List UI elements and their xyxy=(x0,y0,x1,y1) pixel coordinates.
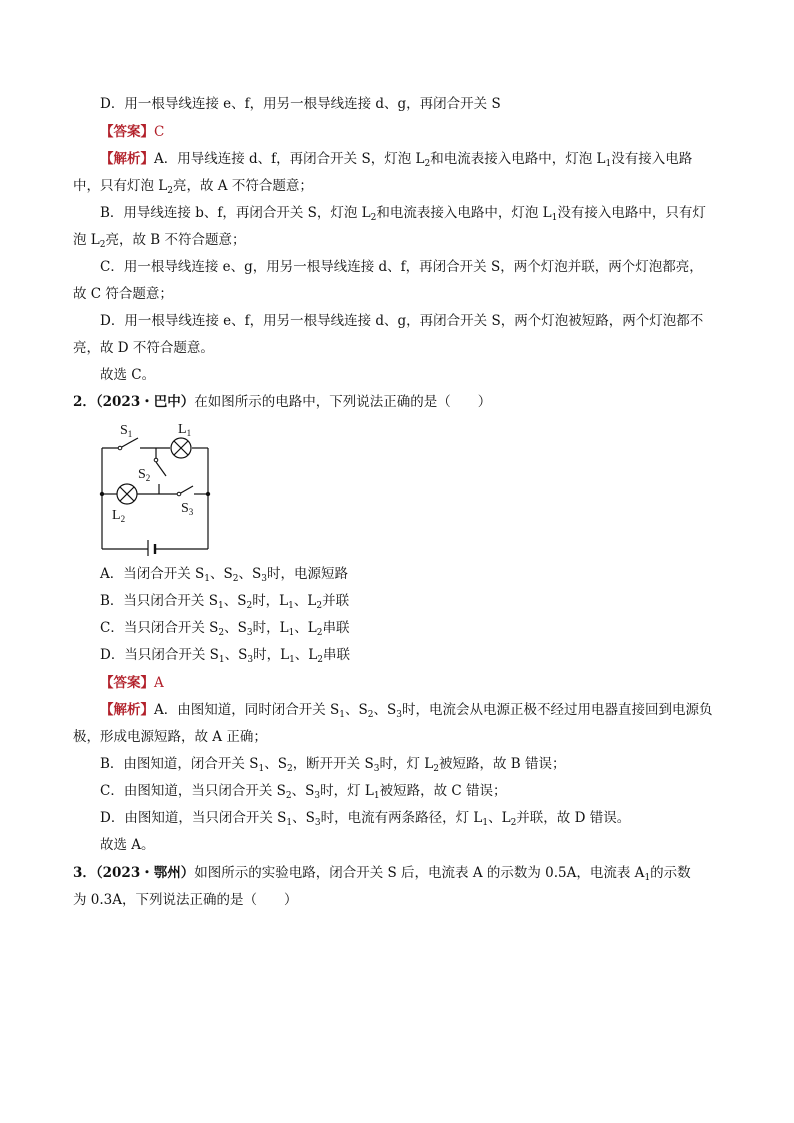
label-s2: $S_2$ xyxy=(138,467,151,483)
label-s3: $S_3$ xyxy=(181,501,194,517)
q1-analysis-b-line1: B．用导线连接 b、f，再闭合开关 S，灯泡 $L_2$和电流表接入电路中，灯泡 $L_1$没有接入电路中，只有灯 xyxy=(100,205,706,223)
q1-analysis-c-line1: C．用一根导线连接 e、g，用另一根导线连接 d、f，再闭合开关 S，两个灯泡并联，两个灯泡都亮， xyxy=(100,259,703,275)
q1-analysis-c-line2: 故 C 符合题意； xyxy=(73,286,173,302)
q1-analysis-a-line2: 中，只有灯泡 $L_2$亮，故 A 不符合题意； xyxy=(73,178,313,196)
q1-analysis-d-line1: D．用一根导线连接 e、f，用另一根导线连接 d、g，再闭合开关 S，两个灯泡被短路，两个灯泡都不 xyxy=(100,313,704,329)
q1-option-d: D．用一根导线连接 e、f，用另一根导线连接 d、g，再闭合开关 S xyxy=(100,96,501,112)
q2-option-c: C．当只闭合开关 $S_2$、$S_3$时，$L_1$、$L_2$串联 xyxy=(100,620,350,638)
q2-answer: 【答案】A xyxy=(100,675,164,691)
q1-analysis-d-line2: 亮，故 D 不符合题意。 xyxy=(73,340,214,356)
label-l2: $L_2$ xyxy=(112,508,126,524)
q3-stem-line2: 为 0.3A，下列说法正确的是（ ） xyxy=(73,892,298,908)
q1-answer: 【答案】C xyxy=(100,124,165,140)
q1-analysis-b-line2: 泡 $L_2$亮，故 B 不符合题意； xyxy=(73,232,246,250)
q2-option-a: A．当闭合开关 $S_1$、$S_2$、$S_3$时，电源短路 xyxy=(100,566,348,584)
q2-option-b: B．当只闭合开关 $S_1$、$S_2$时，$L_1$、$L_2$并联 xyxy=(100,593,350,611)
q2-conclusion: 故选 A。 xyxy=(100,837,155,853)
label-l1: $L_1$ xyxy=(178,422,192,438)
q2-stem: 2．（2023・巴中）在如图所示的电路中，下列说法正确的是（ ） xyxy=(73,394,492,410)
q1-analysis-a-line1: 【解析】A．用导线连接 d、f，再闭合开关 S，灯泡 $L_2$和电流表接入电路中，灯泡 $L_1$没有接入电路 xyxy=(100,151,693,169)
label-s1: $S_1$ xyxy=(120,423,133,439)
q2-analysis-a-line1: 【解析】A．由图知道，同时闭合开关 $S_1$、$S_2$、$S_3$时，电流会从电源正极不经过用电器直接回到电源负 xyxy=(100,702,713,720)
q1-conclusion: 故选 C。 xyxy=(100,367,156,383)
circuit-diagram xyxy=(96,416,212,556)
q3-stem-line1: 3．（2023・鄂州）如图所示的实验电路，闭合开关 S 后，电流表 A 的示数为 0.5A，电流表 $A_1$的示数 xyxy=(73,865,691,883)
q2-analysis-a-line2: 极，形成电源短路，故 A 正确； xyxy=(73,729,267,745)
q2-analysis-c: C．由图知道，当只闭合开关 $S_2$、$S_3$时，灯 $L_1$被短路，故 C 错误； xyxy=(100,783,507,801)
q2-option-d: D．当只闭合开关 $S_1$、$S_3$时，$L_1$、$L_2$串联 xyxy=(100,647,350,665)
q2-analysis-d: D．由图知道，当只闭合开关 $S_1$、$S_3$时，电流有两条路径，灯 $L_1$、$L_2$并联，故 D 错误。 xyxy=(100,810,631,828)
q2-analysis-b: B．由图知道，闭合开关 $S_1$、$S_2$，断开开关 $S_3$时，灯 $L_2$被短路，故 B 错误； xyxy=(100,756,566,774)
